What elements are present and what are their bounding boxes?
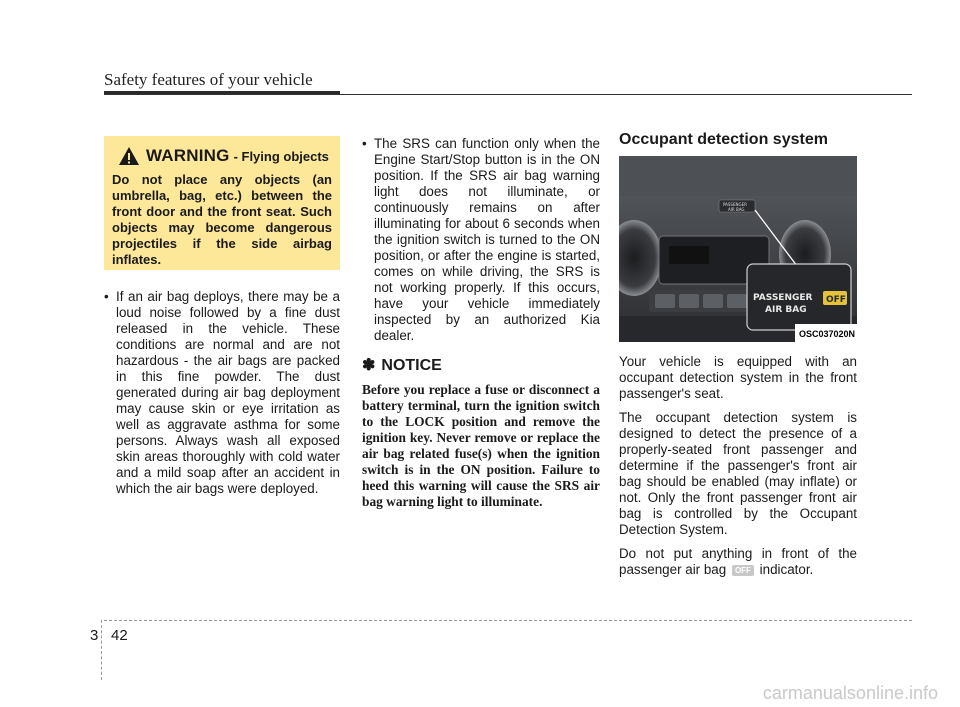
- dashboard-illustration: [619, 156, 857, 342]
- photo-code: OSC037020N: [795, 324, 857, 342]
- footer-rule: [104, 620, 912, 621]
- bullet-dot: •: [362, 136, 367, 151]
- bullet-srs-function: [362, 136, 600, 344]
- warning-text: Do not place any objects (an umbrella, bag, etc.) between the front door and the front seat. Such objects may become dangerous projectiles if the side airbag inflates.: [112, 172, 332, 267]
- warning-word: WARNING: [146, 146, 230, 165]
- bullet-dot: •: [104, 289, 109, 304]
- paragraph-occupant-detail: The occupant detection system is designed to detect the presence of a properly-seated front passenger and determine if the passenger's front air bag should be enabled (may inflate) or not. Only the front passenger front air bag is controlled by the Occupant Detection System.: [619, 410, 857, 537]
- paragraph-occupant-intro: Your vehicle is equipped with an occupant detection system in the front passenger's seat.: [619, 354, 857, 401]
- column-left: [104, 289, 340, 497]
- watermark: carmanualsonline.info: [762, 683, 938, 703]
- callout-airbag-label: AIR BAG: [765, 305, 807, 315]
- column-right: [619, 132, 857, 578]
- paragraph-off-indicator: [619, 546, 857, 578]
- callout-off-indicator: OFF: [826, 295, 846, 305]
- callout-passenger-label: PASSENGER: [753, 293, 813, 303]
- section-title: Occupant detection system: [619, 131, 828, 148]
- page-title: Safety features of your vehicle: [104, 70, 313, 89]
- notice-star-icon: ✽: [362, 357, 376, 374]
- warning-subtitle: - Flying objects: [233, 148, 329, 164]
- header-rule: [104, 94, 912, 95]
- chapter-number: 3: [90, 627, 99, 644]
- footer-divider: [101, 620, 102, 680]
- page-number: 42: [111, 627, 128, 644]
- bullet-text: If an air bag deploys, there may be a loud noise followed by a fine dust released in the vehicle. These conditions are normal and are not hazardous - the air bags are packed in this fine powder. The dust generated during air bag deployment may cause skin or eye irritation as well as aggravate asthma for some persons. Always wash all exposed skin areas thoroughly with cold water and a mild soap after an accident in which the air bags were deployed.: [116, 289, 340, 496]
- paragraph-text-after: indicator.: [759, 562, 814, 577]
- column-middle: [362, 136, 600, 510]
- notice-heading: [362, 358, 600, 374]
- warning-heading: [118, 146, 332, 166]
- bullet-text: The SRS can function only when the Engine Start/Stop button is in the ON position. If the SRS air bag warning light does not illuminate, or continuously remains on after illuminating for about 6 seconds when the ignition switch is turned to the ON position, or after the engine is started, comes on while driving, the SRS is not working properly. If this occurs, have your vehicle immediately inspected by an authorized Kia dealer.: [374, 136, 600, 343]
- warning-box: [104, 136, 340, 270]
- dashboard-photo: [619, 156, 857, 342]
- bullet-airbag-dust: [104, 289, 340, 497]
- warning-triangle-icon: [118, 146, 140, 166]
- dash-label-2: AIR BAG: [728, 207, 745, 212]
- dash-label-1: PASSENGER: [723, 202, 747, 207]
- paragraph-text-before: Do not put anything in front of the passenger air bag: [619, 546, 857, 577]
- notice-title: NOTICE: [381, 357, 442, 374]
- notice-text: Before you replace a fuse or disconnect a battery terminal, turn the ignition switch to the LOCK position and remove the ignition key. Never remove or replace the air bag related fuse(s) when the ignition switch is in the ON position. Failure to heed this warning will cause the SRS air bag warning light to illuminate.: [362, 382, 600, 509]
- off-indicator-icon: OFF: [732, 565, 754, 576]
